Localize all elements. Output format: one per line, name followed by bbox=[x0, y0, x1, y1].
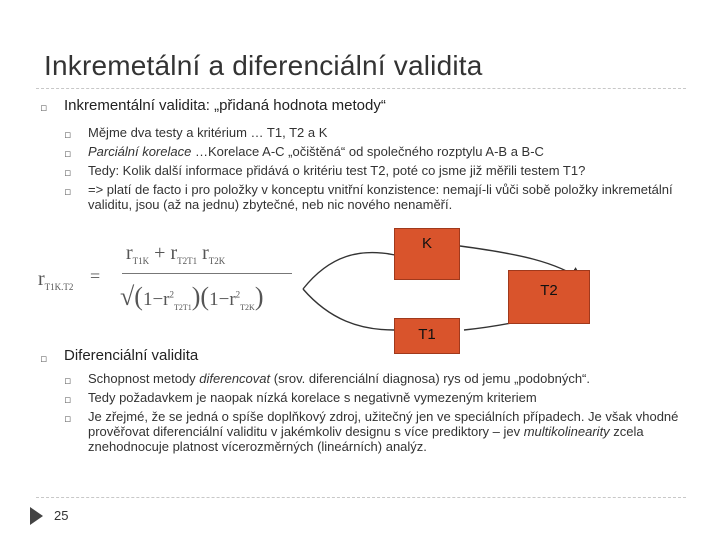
item-text: …Korelace A-C „očištěná“ od společného rozptylu A-B a B-C bbox=[191, 144, 544, 159]
box-k bbox=[394, 228, 460, 280]
section1-item-4: => platí de facto i pro položky v konceptu vnitřní konzistence: nemají-li vůči sobě položky inkremetální validitu, jsou (až na jednu) zbytečné, neb nic nového nenaměří. bbox=[88, 182, 673, 212]
box-t1-label: T1 bbox=[418, 326, 436, 343]
bullet-marker: ▫ bbox=[40, 101, 48, 114]
section2-item-3: Je zřejmé, že se jedná o spíše doplňkový zdroj, užitečný jen ve speciálních případech. Je však vhodné prověřovat diferenciální validitu v jakémkoliv designu s více prediktory – jev multikolinearity zcela znehodnocuje platnost vícerozměrných (lineárních) analýz. bbox=[88, 409, 679, 454]
section2-item-1: Schopnost metody diferencovat (srov. diferenciální diagnosa) rys od jemu „podobných“. bbox=[88, 371, 590, 386]
box-t1 bbox=[394, 318, 460, 354]
slide-title: Inkremetální a diferenciální validita bbox=[44, 50, 483, 81]
box-k-label: K bbox=[421, 235, 432, 252]
partial-correlation-formula bbox=[38, 240, 294, 324]
italic-term: Parciální korelace bbox=[88, 144, 192, 159]
formula-numerator: $r_{T1K} + r_{T2T1}$ $r_{T2K}$ bbox=[126, 242, 226, 266]
formula-lhs: $r_{T1K.T2}$ bbox=[38, 268, 74, 292]
box-t2-label: T2 bbox=[540, 282, 558, 299]
box-t2 bbox=[508, 270, 590, 324]
section2-item-2: Tedy požadavkem je naopak nízká korelace s negativně vymezeným kriteriem bbox=[88, 390, 537, 405]
bullet-marker: ▫ bbox=[64, 412, 72, 425]
section1-item-1: Mějme dva testy a kritérium … T1, T2 a K bbox=[88, 125, 328, 140]
bullet-marker: ▫ bbox=[64, 147, 72, 160]
bullet-marker: ▫ bbox=[40, 352, 48, 365]
connector-curve-lower bbox=[303, 289, 394, 330]
bullet-marker: ▫ bbox=[64, 393, 72, 406]
page-number: 25 bbox=[54, 508, 69, 523]
section1-item-3: Tedy: Kolik další informace přidává o kritériu test T2, poté co jsme již měřili testem T1? bbox=[88, 163, 586, 178]
formula-denominator: $√(1-r^2_{T2T1})(1-r^2_{T2K})$ bbox=[120, 282, 264, 312]
bullet-marker: ▫ bbox=[64, 166, 72, 179]
connector-curve-upper bbox=[303, 253, 395, 289]
section2-heading: Diferenciální validita bbox=[64, 347, 199, 364]
section1-heading: Inkrementální validita: „přidaná hodnota metody“ bbox=[64, 97, 386, 114]
footer-divider bbox=[36, 497, 686, 498]
bullet-marker: ▫ bbox=[64, 374, 72, 387]
formula-equals: = bbox=[90, 266, 101, 286]
bullet-marker: ▫ bbox=[64, 128, 72, 141]
page-marker-triangle-icon bbox=[30, 507, 43, 525]
bullet-marker: ▫ bbox=[64, 185, 72, 198]
formula-fraction-bar bbox=[122, 273, 292, 274]
